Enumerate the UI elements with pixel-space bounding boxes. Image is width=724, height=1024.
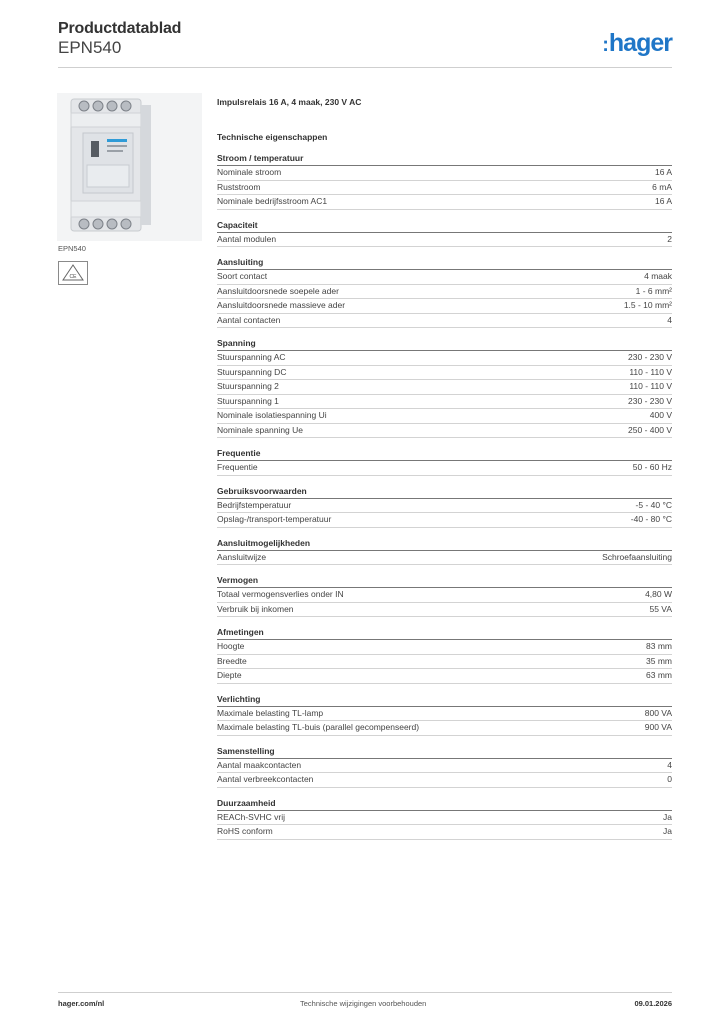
spec-value: Schroefaansluiting <box>602 551 672 562</box>
spec-label: Diepte <box>217 670 242 680</box>
product-image <box>57 93 202 241</box>
section-title: Capaciteit <box>217 219 672 233</box>
spec-value: 63 mm <box>646 670 672 680</box>
spec-row <box>217 270 672 285</box>
spec-label: Soort contact <box>217 271 268 281</box>
spec-value: 16 A <box>654 196 672 206</box>
spec-value: -5 - 40 °C <box>635 499 672 510</box>
spec-value: 900 VA <box>644 722 672 732</box>
spec-section <box>217 537 672 566</box>
spec-row <box>217 551 672 566</box>
spec-row <box>217 181 672 196</box>
spec-label: Aansluitdoorsnede massieve ader <box>217 300 346 310</box>
spec-row <box>217 759 672 774</box>
spec-value: Ja <box>663 811 672 822</box>
section-title: Vermogen <box>217 574 672 588</box>
section-title: Duurzaamheid <box>217 797 672 811</box>
spec-section <box>217 256 672 328</box>
spec-row <box>217 314 672 329</box>
spec-value: 110 - 110 V <box>629 381 672 391</box>
footer-disclaimer: Technische wijzigingen voorbehouden <box>300 999 427 1008</box>
section-title: Verlichting <box>217 693 672 707</box>
spec-section <box>217 152 672 210</box>
spec-value: 4 <box>667 314 672 325</box>
spec-row <box>217 669 672 684</box>
section-title: Spanning <box>217 337 672 351</box>
spec-section <box>217 626 672 684</box>
spec-row <box>217 424 672 439</box>
spec-label: Breedte <box>217 655 247 666</box>
spec-label: Aantal maakcontacten <box>217 759 302 770</box>
spec-label: Ruststroom <box>217 181 261 192</box>
spec-section <box>217 485 672 528</box>
spec-label: Hoogte <box>217 641 245 651</box>
spec-value: 4,80 W <box>645 589 672 599</box>
spec-label: Nominale bedrijfsstroom AC1 <box>217 196 328 206</box>
spec-label: Stuurspanning AC <box>217 352 286 362</box>
section-title: Gebruiksvoorwaarden <box>217 485 672 499</box>
svg-text:CE: CE <box>69 274 77 280</box>
spec-value: 35 mm <box>646 655 672 666</box>
spec-value: 2 <box>667 233 672 244</box>
spec-value: 6 mA <box>652 181 672 192</box>
spec-value: -40 - 80 °C <box>630 514 672 524</box>
spec-label: Totaal vermogensverlies onder IN <box>217 589 344 599</box>
section-title: Aansluiting <box>217 256 672 270</box>
footer-divider <box>58 992 672 993</box>
spec-value: 0 <box>667 774 672 784</box>
footer-date: 09.01.2026 <box>634 999 672 1008</box>
spec-label: Stuurspanning 2 <box>217 381 279 391</box>
ce-certification-icon <box>58 261 88 285</box>
product-code: EPN540 <box>58 38 122 57</box>
spec-row <box>217 588 672 603</box>
spec-row <box>217 773 672 788</box>
spec-value: 83 mm <box>646 641 672 651</box>
document-header <box>58 20 181 58</box>
spec-value: 50 - 60 Hz <box>632 462 672 472</box>
spec-value: 110 - 110 V <box>629 366 672 377</box>
spec-row <box>217 366 672 381</box>
spec-section <box>217 693 672 736</box>
spec-section <box>217 337 672 438</box>
spec-label: Aantal contacten <box>217 314 281 325</box>
spec-label: Verbruik bij inkomen <box>217 603 294 614</box>
tech-title: Technische eigenschappen <box>217 132 328 142</box>
spec-row <box>217 640 672 655</box>
spec-value: 230 - 230 V <box>628 395 672 406</box>
spec-section <box>217 745 672 788</box>
spec-row <box>217 811 672 826</box>
spec-row <box>217 233 672 248</box>
spec-row <box>217 655 672 670</box>
spec-label: Aansluitdoorsnede soepele ader <box>217 285 339 296</box>
spec-row <box>217 461 672 476</box>
spec-section <box>217 797 672 840</box>
product-title: Impulsrelais 16 A, 4 maak, 230 V AC <box>217 97 362 107</box>
spec-label: Nominale spanning Ue <box>217 424 303 435</box>
hager-logo[interactable]: :hager <box>602 29 672 57</box>
spec-value: 55 VA <box>649 603 672 614</box>
spec-content <box>217 96 672 840</box>
spec-label: Aansluitwijze <box>217 551 267 562</box>
footer-website-link[interactable]: hager.com/nl <box>58 999 105 1008</box>
section-title: Stroom / temperatuur <box>217 152 672 166</box>
spec-label: Aantal verbreekcontacten <box>217 774 314 784</box>
spec-label: Maximale belasting TL-lamp <box>217 707 324 718</box>
spec-label: Frequentie <box>217 462 258 472</box>
spec-row <box>217 513 672 528</box>
spec-label: Maximale belasting TL-buis (parallel gecompenseerd) <box>217 722 420 732</box>
spec-label: Nominale isolatiespanning Ui <box>217 410 327 420</box>
spec-label: REACh-SVHC vrij <box>217 811 286 822</box>
spec-value: 4 <box>667 759 672 770</box>
spec-value: Ja <box>663 826 672 836</box>
spec-label: Opslag-/transport-temperatuur <box>217 514 332 524</box>
spec-row <box>217 195 672 210</box>
impulse-relay-illustration <box>57 93 202 241</box>
spec-value: 250 - 400 V <box>628 424 672 435</box>
spec-label: Bedrijfstemperatuur <box>217 499 292 510</box>
spec-section <box>217 219 672 248</box>
spec-row <box>217 285 672 300</box>
spec-row <box>217 825 672 840</box>
image-caption: EPN540 <box>58 244 86 253</box>
section-title: Frequentie <box>217 447 672 461</box>
spec-value: 1 - 6 mm² <box>635 285 672 296</box>
spec-label: Aantal modulen <box>217 233 277 244</box>
spec-row <box>217 380 672 395</box>
spec-row <box>217 409 672 424</box>
spec-label: RoHS conform <box>217 826 273 836</box>
spec-row <box>217 351 672 366</box>
spec-label: Stuurspanning 1 <box>217 395 279 406</box>
spec-row <box>217 707 672 722</box>
section-title: Aansluitmogelijkheden <box>217 537 672 551</box>
logo-text: hager <box>608 29 672 57</box>
spec-row <box>217 499 672 514</box>
spec-value: 16 A <box>654 167 672 177</box>
spec-value: 1.5 - 10 mm² <box>623 300 672 310</box>
spec-value: 400 V <box>649 410 672 420</box>
spec-section <box>217 447 672 476</box>
header-divider <box>58 67 672 68</box>
spec-value: 4 maak <box>644 271 672 281</box>
section-title: Afmetingen <box>217 626 672 640</box>
spec-value: 230 - 230 V <box>628 352 672 362</box>
spec-row <box>217 395 672 410</box>
spec-label: Nominale stroom <box>217 167 282 177</box>
spec-section <box>217 574 672 617</box>
document-title: Productdatablad <box>58 20 182 37</box>
spec-row <box>217 603 672 618</box>
spec-sections <box>217 152 672 840</box>
spec-row <box>217 299 672 314</box>
spec-value: 800 VA <box>644 707 672 718</box>
spec-row <box>217 721 672 736</box>
section-title: Samenstelling <box>217 745 672 759</box>
spec-label: Stuurspanning DC <box>217 366 287 377</box>
spec-row <box>217 166 672 181</box>
